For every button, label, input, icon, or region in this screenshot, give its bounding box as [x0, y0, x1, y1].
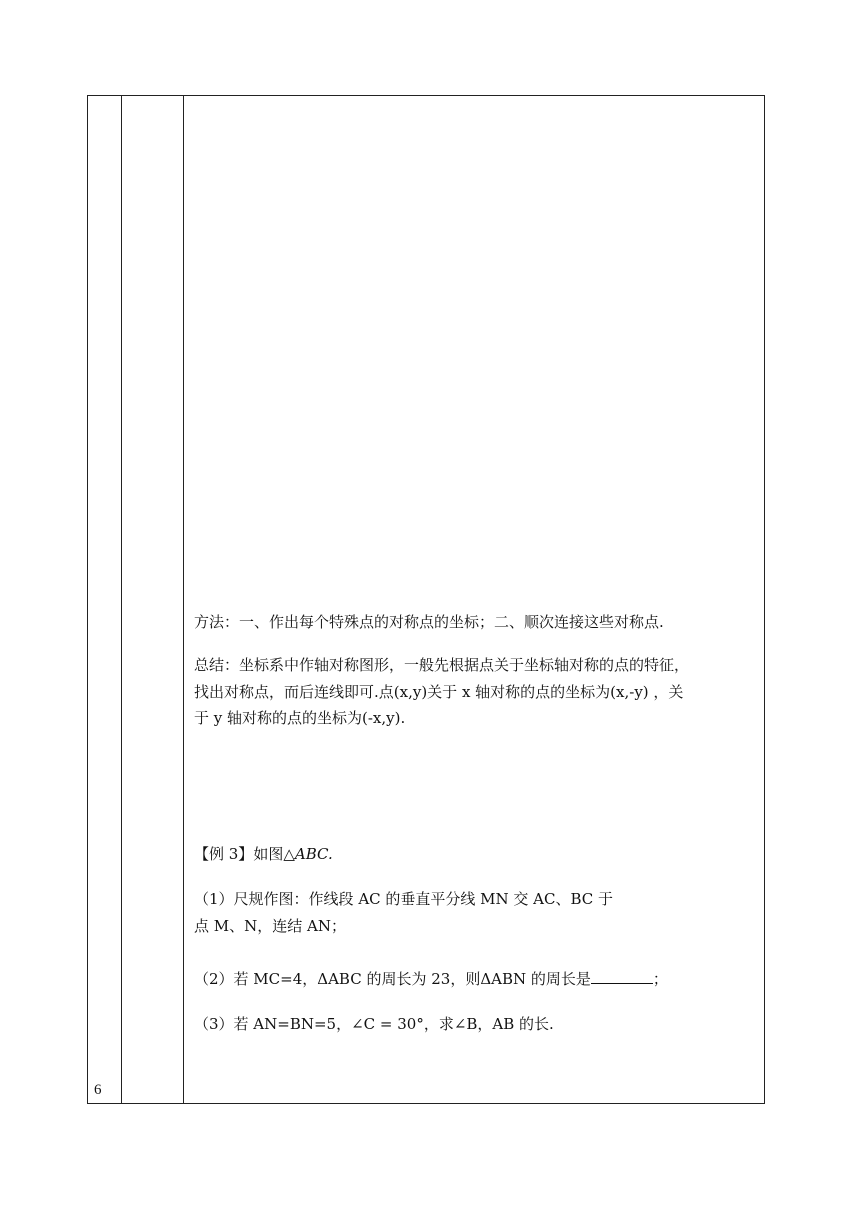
example-3-heading — [194, 841, 754, 868]
question-2-text: （2）若 MC=4，ΔABC 的周长为 23，则ΔABN 的周长是 — [194, 970, 591, 988]
triangle-abc: △ABC. — [283, 845, 333, 863]
summary-line-1: 总结：坐标系中作轴对称图形，一般先根据点关于坐标轴对称的点的特征， — [194, 656, 690, 674]
question-2-end: ； — [652, 970, 668, 988]
column-divider-2 — [183, 96, 184, 1103]
example-label: 【例 3】 — [194, 845, 254, 863]
question-2 — [194, 966, 754, 993]
question-3: （3）若 AN=BN=5，∠C = 30°，求∠B，AB 的长. — [194, 1015, 554, 1033]
example-intro: 如图 — [253, 845, 284, 863]
row-number: 6 — [94, 1082, 102, 1098]
question-1-line-1: （1）尺规作图：作线段 AC 的垂直平分线 MN 交 AC、BC 于 — [194, 890, 614, 908]
summary-line-3: 于 y 轴对称的点的坐标为(-x,y). — [194, 709, 406, 727]
question-1-line-2: 点 M、N，连结 AN； — [194, 917, 346, 935]
worksheet-table — [87, 95, 765, 1104]
column-divider-1 — [121, 96, 122, 1103]
answer-blank[interactable] — [591, 969, 653, 984]
method-paragraph: 方法：一、作出每个特殊点的对称点的坐标；二、顺次连接这些对称点. — [194, 613, 664, 631]
summary-line-2: 找出对称点，而后连线即可.点(x,y)关于 x 轴对称的点的坐标为(x,-y) ，关 — [194, 683, 684, 701]
